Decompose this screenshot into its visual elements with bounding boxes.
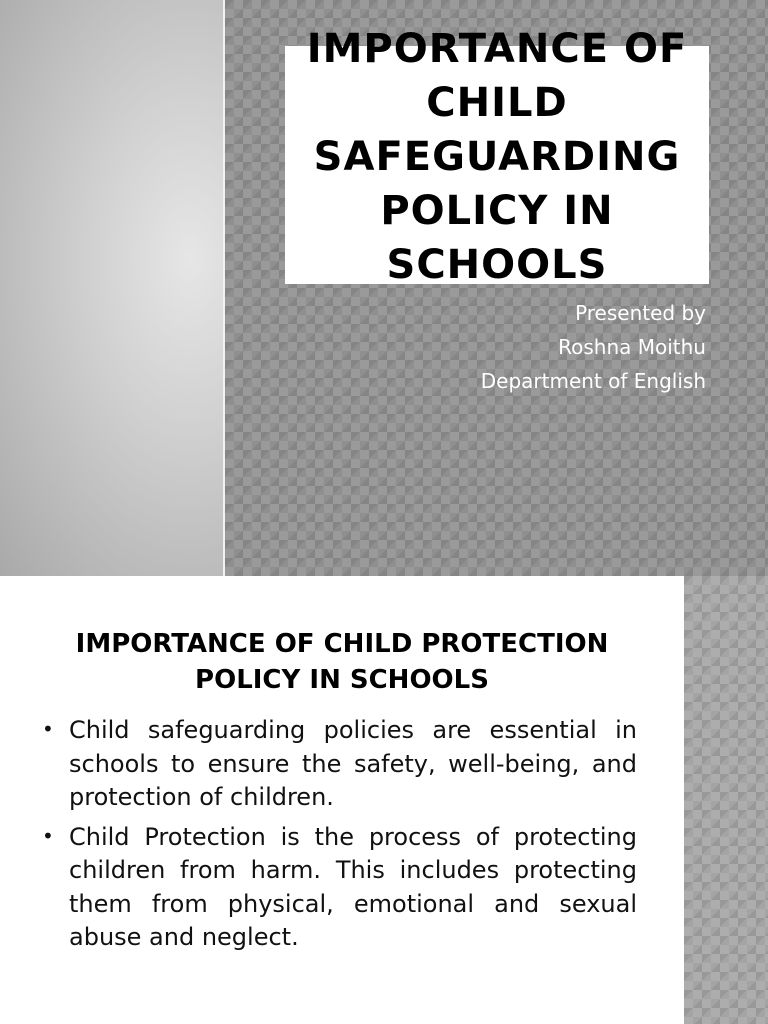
slide-2-title: IMPORTANCE OF CHILD PROTECTION POLICY IN SCHOOLS bbox=[75, 629, 609, 695]
slide-2 bbox=[0, 576, 768, 1024]
bullet-list bbox=[40, 714, 637, 961]
slide-1-title: IMPORTANCE OF CHILD SAFEGUARDING POLICY IN SCHOOLS bbox=[306, 26, 688, 288]
presented-by-line: Presented by bbox=[575, 301, 706, 325]
bullet-text: Child safeguarding policies are essential in schools to ensure the safety, well-being, and protection of children. bbox=[69, 716, 637, 811]
left-gradient-panel bbox=[0, 0, 223, 576]
presenter-department: Department of English bbox=[480, 369, 706, 393]
bullet-text: Child Protection is the process of protecting children from harm. This includes protecting them from physical, emotional and sexual abuse and neglect. bbox=[69, 822, 637, 951]
bullet-icon: • bbox=[42, 823, 54, 848]
presenter-info bbox=[286, 296, 706, 398]
patterned-side-strip bbox=[684, 576, 768, 1024]
bullet-icon: • bbox=[42, 717, 54, 741]
list-item bbox=[40, 821, 637, 955]
presenter-name: Roshna Moithu bbox=[558, 335, 706, 359]
list-item bbox=[40, 714, 637, 815]
